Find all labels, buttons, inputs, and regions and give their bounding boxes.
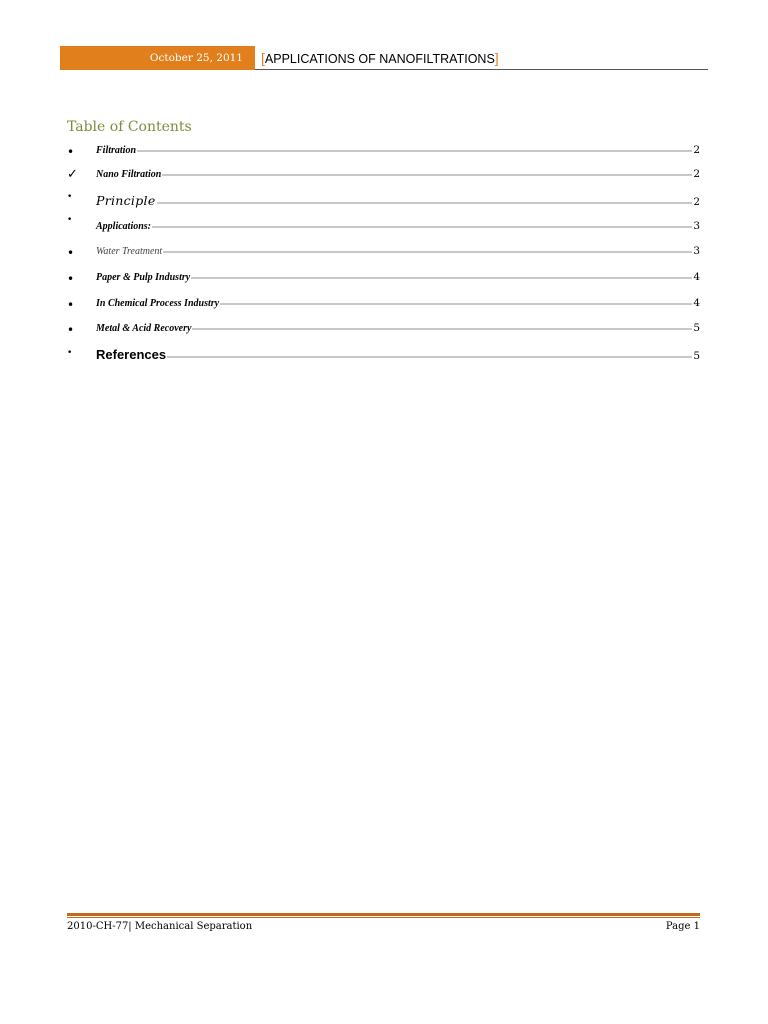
header-bracket-close: ] (494, 50, 499, 66)
toc-bullet: • (67, 192, 73, 202)
toc-bullet: • (67, 298, 75, 312)
toc-leader-dots (152, 226, 692, 228)
toc-entry-nano-filtration[interactable] (67, 168, 700, 184)
toc-bullet: • (67, 215, 73, 225)
toc-page-number: 4 (693, 297, 700, 309)
toc-entry-text: In Chemical Process Industry (96, 298, 220, 309)
toc-leader-dots (162, 174, 692, 176)
footer-page-number: Page 1 (665, 921, 700, 932)
toc-bullet: • (67, 145, 75, 159)
toc-page-number: 2 (693, 196, 700, 208)
toc-page-number: 2 (693, 168, 700, 180)
footer-left-text: 2010-CH-77| Mechanical Separation (67, 921, 253, 932)
toc-page-number: 3 (693, 220, 700, 232)
toc-entry-references[interactable] (67, 347, 700, 363)
toc-leader-dots (167, 356, 692, 358)
toc-bullet: • (67, 246, 75, 260)
toc-entry-filtration[interactable] (67, 144, 700, 160)
toc-entry-text: Water Treatment (96, 246, 163, 257)
toc-page-number: 5 (693, 322, 700, 334)
header-bracket-open: [ (261, 50, 265, 66)
toc-bullet: • (67, 348, 73, 358)
toc-entry-chemical-process[interactable] (67, 297, 700, 313)
header-rule (255, 69, 708, 70)
toc-entry-paper-pulp[interactable] (67, 271, 700, 287)
toc-entry-applications[interactable] (67, 215, 700, 236)
header-title-text: APPLICATIONS OF NANOFILTRATIONS (264, 52, 495, 66)
footer-rule-thin (67, 917, 700, 918)
toc-entry-water-treatment[interactable] (67, 245, 700, 261)
toc-bullet: • (67, 323, 75, 337)
toc-bullet: • (67, 272, 75, 286)
toc-leader-dots (220, 303, 692, 305)
toc-page-number: 2 (693, 144, 700, 156)
check-icon: ✓ (67, 167, 78, 182)
toc-leader-dots (192, 328, 692, 330)
toc-entry-metal-acid[interactable] (67, 322, 700, 338)
header-date: October 25, 2011 (60, 46, 255, 70)
toc-entry-principle[interactable] (67, 193, 700, 209)
toc-title: Table of Contents (67, 119, 192, 135)
toc-entry-text: Metal & Acid Recovery (96, 323, 192, 334)
toc-page-number: 5 (693, 350, 700, 362)
toc-entry-text: References (96, 347, 167, 362)
toc-leader-dots (137, 150, 692, 152)
toc-leader-dots (163, 251, 692, 253)
toc-entry-text: Principle (96, 193, 156, 208)
toc-page-number: 4 (693, 271, 700, 283)
footer-rule (67, 913, 700, 916)
page-header (60, 46, 708, 70)
toc-entry-text: Applications: (96, 221, 152, 232)
toc-entry-text: Nano Filtration (96, 169, 162, 180)
toc-entry-text: Filtration (96, 145, 137, 156)
header-title (261, 46, 499, 68)
toc-entry-text: Paper & Pulp Industry (96, 272, 191, 283)
toc-leader-dots (157, 202, 693, 204)
toc-leader-dots (191, 277, 692, 279)
toc-page-number: 3 (693, 245, 700, 257)
